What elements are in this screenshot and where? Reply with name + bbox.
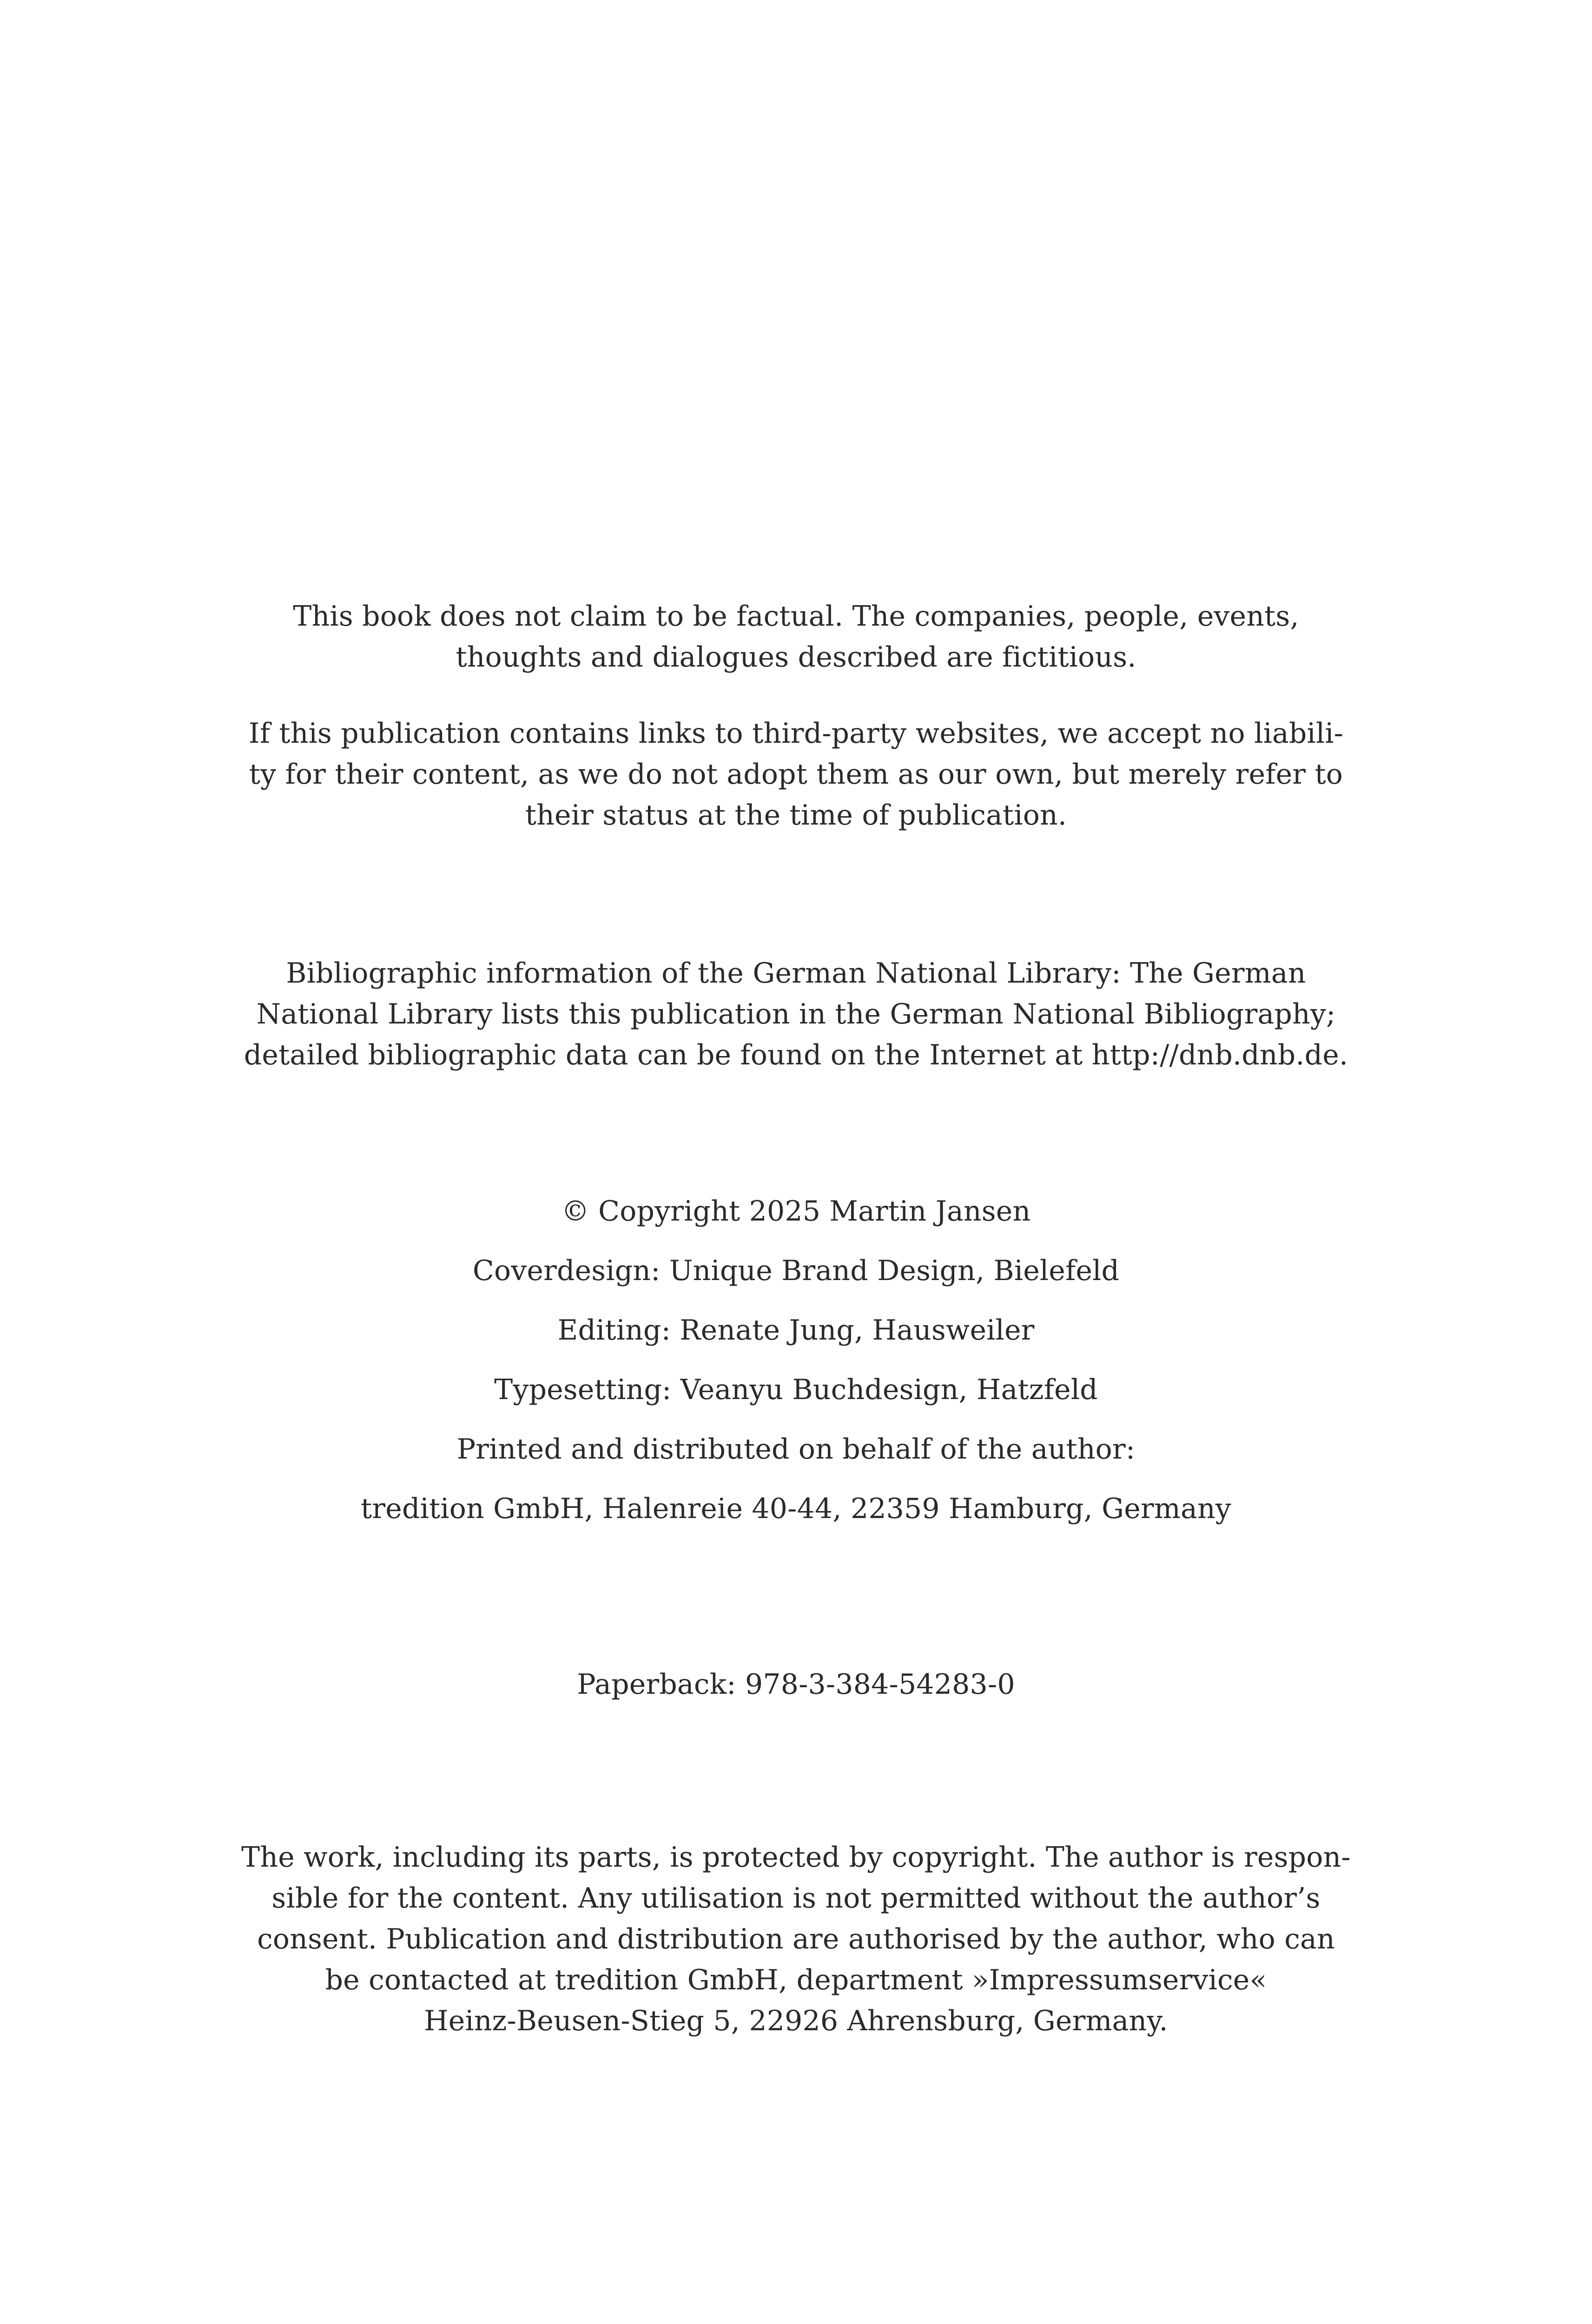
disclaimer-line: This book does not claim to be factual. The companies, people, events,	[293, 600, 1299, 633]
rights-notice	[0, 1837, 1592, 2041]
publisher-address: tredition GmbH, Halenreie 40-44, 22359 Hamburg, Germany	[361, 1492, 1231, 1525]
rights-line: The work, including its parts, is protected by copyright. The author is respon-	[241, 1841, 1351, 1874]
copyright-notice: © Copyright 2025 Martin Jansen	[561, 1195, 1031, 1228]
rights-line: be contacted at tredition GmbH, department »Impressumservice«	[325, 1964, 1267, 1996]
isbn-section	[0, 1664, 1592, 1705]
bibliographic-information	[0, 953, 1592, 1076]
rights-line: consent. Publication and distribution are authorised by the author, who can	[257, 1923, 1335, 1955]
links-notice-line: their status at the time of publication.	[525, 799, 1067, 832]
links-disclaimer	[0, 713, 1592, 836]
rights-line: sible for the content. Any utilisation is not permitted without the author’s	[271, 1882, 1321, 1915]
rights-line: Heinz-Beusen-Stieg 5, 22926 Ahrensburg, Germany.	[424, 2005, 1168, 2037]
typesetting-credit: Typesetting: Veanyu Buchdesign, Hatzfeld	[494, 1373, 1098, 1406]
bibliographic-line: National Library lists this publication in the German National Bibliography;	[256, 998, 1336, 1030]
editing-credit: Editing: Renate Jung, Hausweiler	[557, 1314, 1035, 1347]
printed-by-label: Printed and distributed on behalf of the author:	[456, 1433, 1136, 1466]
links-notice-line: If this publication contains links to third-party websites, we accept no liabili-	[248, 717, 1344, 750]
credits-section	[0, 1182, 1592, 1538]
bibliographic-line: Bibliographic information of the German National Library: The German	[286, 957, 1306, 990]
bibliographic-line: detailed bibliographic data can be found on the Internet at http://dnb.dnb.de.	[244, 1039, 1348, 1071]
disclaimer-line: thoughts and dialogues described are fictitious.	[456, 641, 1136, 673]
fiction-disclaimer	[0, 596, 1592, 678]
links-notice-line: ty for their content, as we do not adopt them as our own, but merely refer to	[249, 758, 1343, 791]
paperback-isbn: Paperback: 978-3-384-54283-0	[577, 1668, 1015, 1701]
cover-design-credit: Coverdesign: Unique Brand Design, Bielefeld	[472, 1254, 1120, 1287]
